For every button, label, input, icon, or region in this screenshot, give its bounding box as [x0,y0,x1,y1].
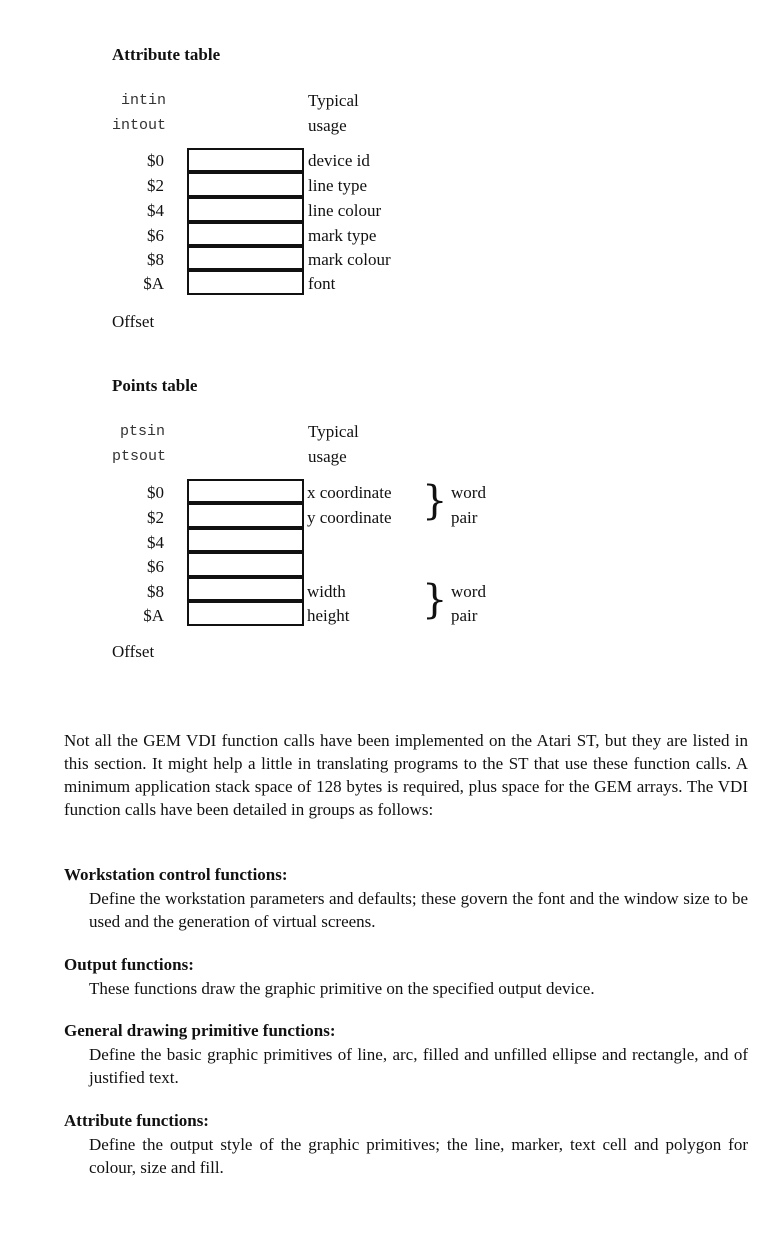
points-cell-5 [187,601,304,626]
attribute-usage-5: font [308,274,336,293]
points-offset-2: $4 [147,533,164,552]
points-pair-note-2-word: word [451,582,486,601]
attribute-cell-4 [187,246,304,270]
section-title-output: Output functions: [64,955,194,974]
attribute-offset-3: $6 [147,226,164,245]
attribute-cell-1 [187,172,304,197]
attribute-offset-4: $8 [147,250,164,269]
attribute-usage-0: device id [308,151,370,170]
section-title-drawing-primitives: General drawing primitive functions: [64,1021,336,1040]
points-offset-0: $0 [147,483,164,502]
right-brace-icon: } [422,478,448,524]
attribute-usage-1: line type [308,176,368,195]
points-offset-caption: Offset [112,642,155,661]
points-offset-5: $A [143,606,164,625]
points-in-label: ptsin [120,423,166,440]
attribute-usage-2: line colour [308,201,382,220]
attribute-offset-5: $A [143,274,164,293]
points-offset-1: $2 [147,508,164,527]
section-body-attribute-functions: Define the output style of the graphic primitives; the line, marker, text cell and polygon for colour, size and fill. [89,1135,748,1177]
intro-paragraph: Not all the GEM VDI function calls have been implemented on the Atari ST, but they are listed in this section. It might help a little in translating programs to the ST that use these function calls. A minimum application stack space of 128 bytes is required, plus space for the GEM arrays. The VDI function calls have been detailed in groups as follows: [64,731,748,819]
points-usage-0: x coordinate [307,483,392,502]
section-body-output: These functions draw the graphic primitive on the specified output device. [89,979,595,998]
section-title-attribute-functions: Attribute functions: [64,1111,209,1130]
points-typical-label: Typical [308,422,359,441]
section-body-workstation: Define the workstation parameters and defaults; these govern the font and the window size to be used and the generation of virtual screens. [89,889,748,931]
points-pair-note-1-pair: pair [451,508,478,527]
points-usage-4: width [307,582,346,601]
attribute-out-label: intout [112,117,167,134]
attribute-offset-1: $2 [147,176,164,195]
attribute-cell-0 [187,148,304,172]
points-pair-note-2-pair: pair [451,606,478,625]
points-offset-3: $6 [147,557,164,576]
section-title-workstation: Workstation control functions: [64,865,288,884]
points-cell-0 [187,479,304,503]
attribute-cell-2 [187,197,304,222]
points-usage-1: y coordinate [307,508,392,527]
section-body-drawing-primitives: Define the basic graphic primitives of line, arc, filled and unfilled ellipse and rectangle, and of justified text. [89,1045,748,1087]
points-table-heading: Points table [112,376,198,395]
attribute-offset-caption: Offset [112,312,155,331]
points-usage-5: height [307,606,350,625]
attribute-in-label: intin [121,92,167,109]
attribute-cell-5 [187,270,304,295]
attribute-usage-label: usage [308,116,347,135]
attribute-offset-0: $0 [147,151,164,170]
attribute-usage-4: mark colour [308,250,391,269]
attribute-typical-label: Typical [308,91,359,110]
attribute-table-heading: Attribute table [112,45,221,64]
points-pair-note-1-word: word [451,483,486,502]
points-cell-1 [187,503,304,528]
points-cell-4 [187,577,304,601]
right-brace-icon: } [422,577,448,623]
attribute-cell-3 [187,222,304,246]
points-offset-4: $8 [147,582,164,601]
points-cell-3 [187,552,304,577]
attribute-usage-3: mark type [308,226,377,245]
points-usage-label: usage [308,447,347,466]
attribute-offset-2: $4 [147,201,164,220]
points-cell-2 [187,528,304,552]
points-out-label: ptsout [112,448,167,465]
